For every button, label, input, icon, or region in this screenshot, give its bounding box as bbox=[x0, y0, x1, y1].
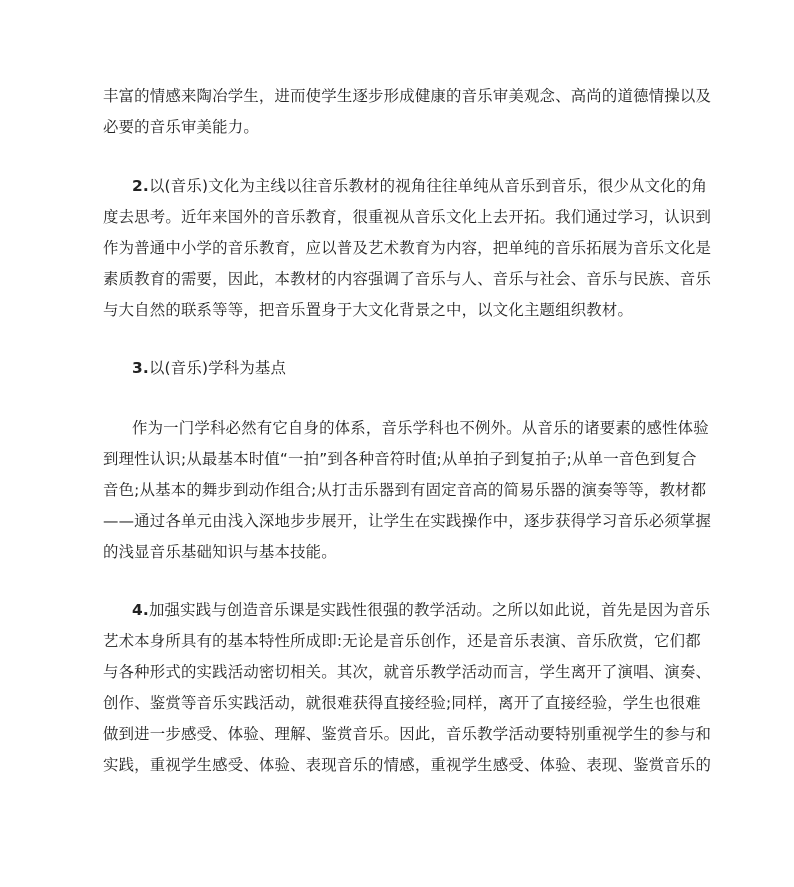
paragraph-4-line-1 bbox=[132, 600, 710, 620]
paragraph-2-line-3: 作为普通中小学的音乐教育，应以普及艺术教育为内容，把单纯的音乐拓展为音乐文化是 bbox=[103, 239, 712, 257]
paragraph-2-line-4: 素质教育的需要，因此，本教材的内容强调了音乐与人、音乐与社会、音乐与民族、音乐 bbox=[103, 270, 712, 288]
paragraph-4-heading-text: 加强实践与创造音乐课是实践性很强的教学活动。之所以如此说，首先是因为音乐 bbox=[148, 601, 711, 619]
section-number-3: 3. bbox=[132, 359, 149, 377]
section-number-2: 2. bbox=[132, 177, 149, 195]
paragraph-2-line-5: 与大自然的联系等等，把音乐置身于大文化背景之中，以文化主题组织教材。 bbox=[103, 301, 634, 319]
paragraph-3-line-3: 音色;从基本的舞步到动作组合;从打击乐器到有固定音高的简易乐器的演奏等等，教材都 bbox=[103, 481, 707, 499]
paragraph-3-line-2: 到理性认识;从最基本时值“一拍”到各种音符时值;从单拍子到复拍子;从单一音色到复合 bbox=[103, 450, 697, 468]
paragraph-2-line-2: 度去思考。近年来国外的音乐教育，很重视从音乐文化上去开拓。我们通过学习，认识到 bbox=[103, 208, 712, 226]
paragraph-3-line-4: ——通过各单元由浅入深地步步展开，让学生在实践操作中，逐步获得学习音乐必须掌握 bbox=[103, 512, 712, 530]
paragraph-1-line-1: 丰富的情感来陶冶学生，进而使学生逐步形成健康的音乐审美观念、高尚的道德情操以及 bbox=[103, 87, 712, 105]
paragraph-4-line-3: 与各种形式的实践活动密切相关。其次，就音乐教学活动而言，学生离开了演唱、演奏、 bbox=[103, 663, 712, 681]
paragraph-4-line-2: 艺术本身所具有的基本特性所成即:无论是音乐创作，还是音乐表演、音乐欣赏，它们都 bbox=[103, 632, 701, 650]
paragraph-4-line-6: 实践，重视学生感受、体验、表现音乐的情感，重视学生感受、体验、表现、鉴赏音乐的 bbox=[103, 756, 712, 774]
paragraph-2-line-1 bbox=[132, 176, 707, 196]
paragraph-3-line-1: 作为一门学科必然有它自身的体系，音乐学科也不例外。从音乐的诸要素的感性体验 bbox=[132, 419, 709, 437]
section-number-4: 4. bbox=[132, 601, 149, 619]
paragraph-4-line-5: 做到进一步感受、体验、理解、鉴赏音乐。因此，音乐教学活动要特别重视学生的参与和 bbox=[103, 725, 712, 743]
paragraph-3-line-5: 的浅显音乐基础知识与基本技能。 bbox=[103, 543, 337, 561]
paragraph-4-line-4: 创作、鉴赏等音乐实践活动，就很难获得直接经验;同样，离开了直接经验，学生也很难 bbox=[103, 694, 701, 712]
paragraph-2-heading-text: 以(音乐)文化为主线以往音乐教材的视角往往单纯从音乐到音乐，很少从文化的角 bbox=[148, 177, 708, 195]
section-3-heading bbox=[132, 358, 286, 378]
paragraph-1-line-2: 必要的音乐审美能力。 bbox=[103, 118, 259, 136]
section-3-heading-text: 以(音乐)学科为基点 bbox=[148, 359, 287, 377]
